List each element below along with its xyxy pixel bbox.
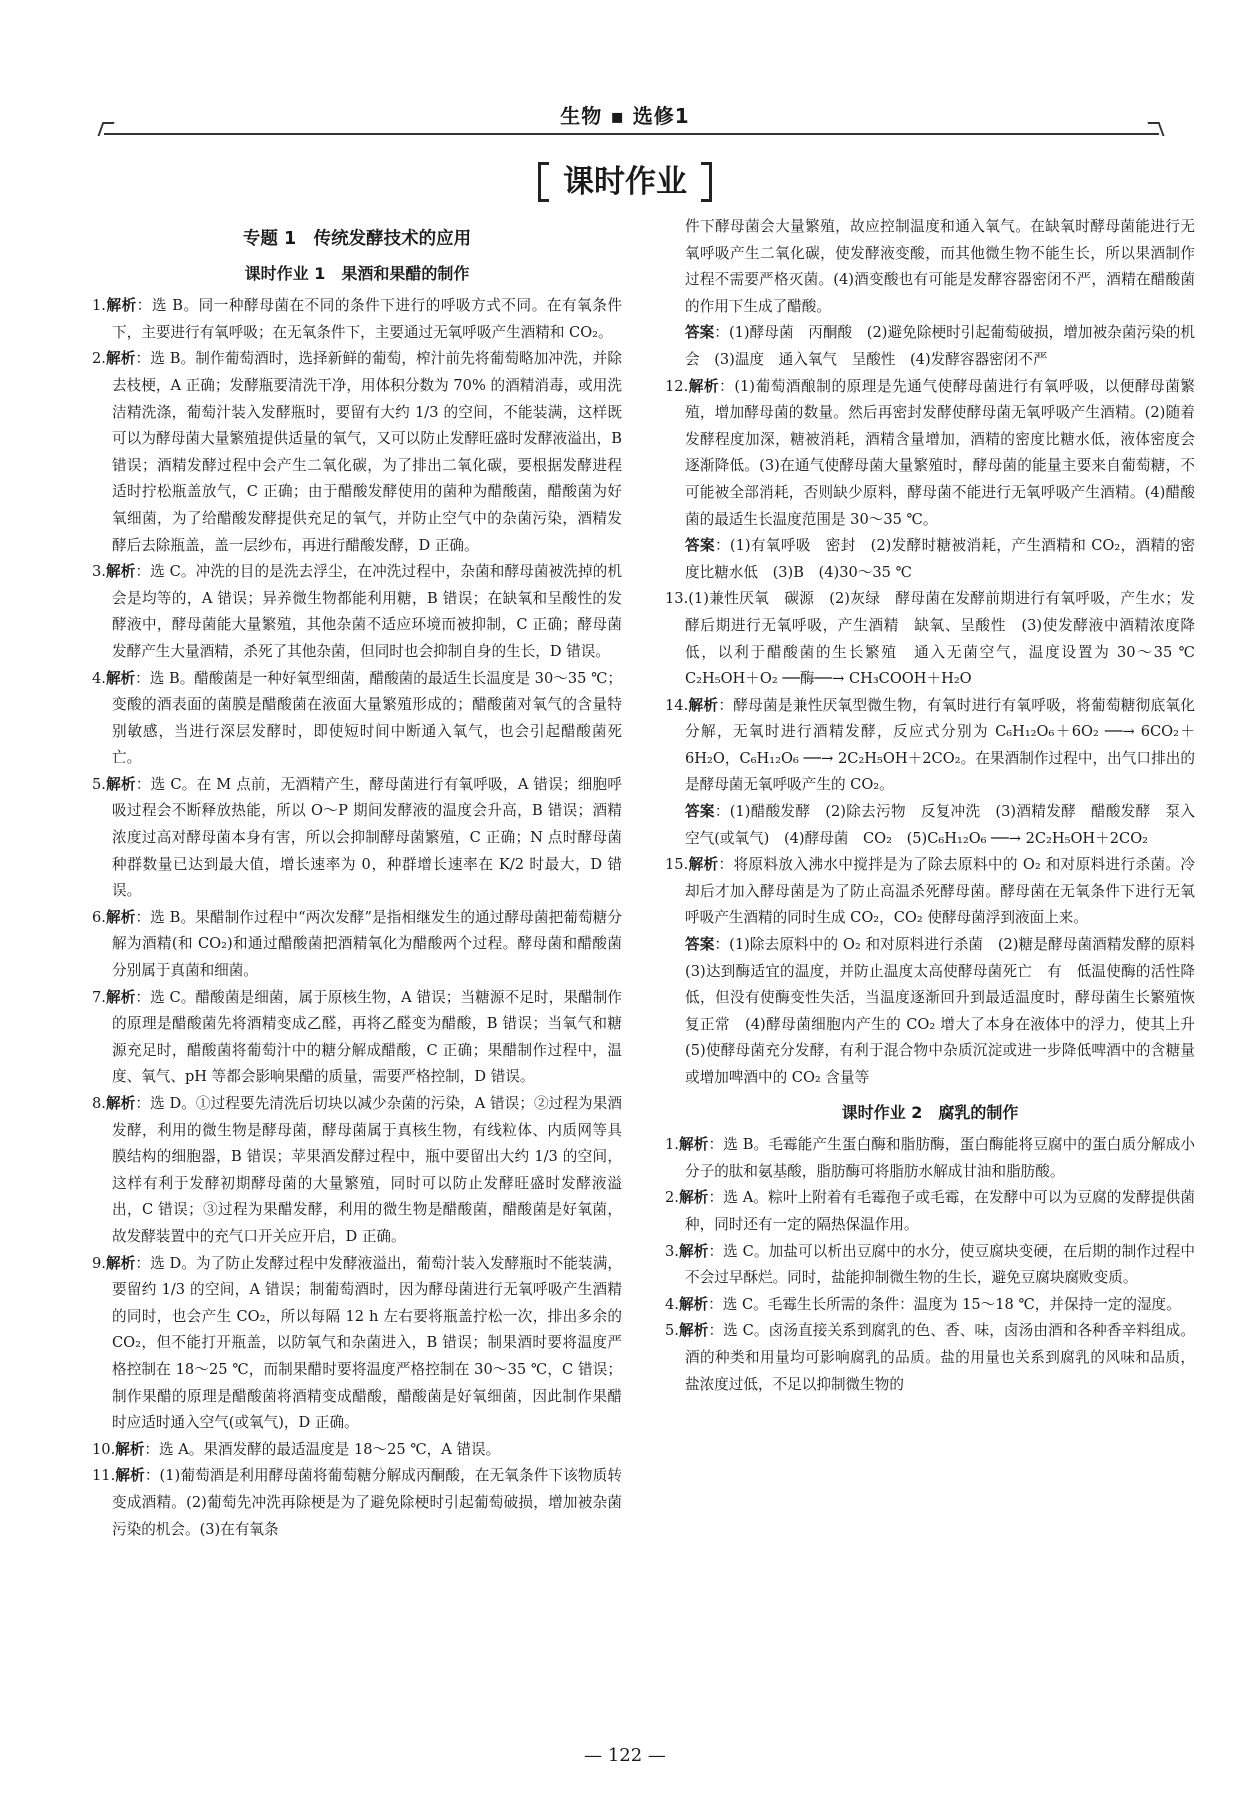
question-number: 4. bbox=[92, 669, 106, 687]
answer-label: 答案 bbox=[685, 803, 715, 821]
question-item bbox=[92, 905, 622, 985]
question-item bbox=[665, 1132, 1195, 1185]
question-item bbox=[665, 693, 1195, 799]
question-item bbox=[665, 1318, 1195, 1398]
analysis-label: 解析 bbox=[115, 1440, 145, 1458]
analysis-label: 解析 bbox=[105, 297, 137, 315]
analysis-label: 解析 bbox=[678, 1136, 709, 1154]
right-column bbox=[665, 214, 1210, 1398]
question-text: ：选 A。粽叶上附着有毛霉孢子或毛霉，在发酵中可以为豆腐的发酵提供菌种，同时还有一定的隔热保温作用。 bbox=[685, 1189, 1195, 1233]
question-item bbox=[665, 1239, 1195, 1292]
main-title-wrap bbox=[0, 162, 1250, 202]
question-text: ：(1)葡萄酒是利用酵母菌将葡萄糖分解成丙酮酸，在无氧条件下该物质转变成酒精。(2)葡萄先冲洗再除梗是为了避免除梗时引起葡萄破损，增加被杂菌污染的机会。(3)在有氧条 bbox=[112, 1467, 622, 1538]
question-text: ：选 C。卤汤直接关系到腐乳的色、香、味，卤汤由酒和各种香辛料组成。酒的种类和用量均可影响腐乳的品质。盐的用量也关系到腐乳的风味和品质，盐浓度过低，不足以抑制微生物的 bbox=[685, 1322, 1195, 1393]
question-item bbox=[92, 772, 622, 905]
analysis-label: 解析 bbox=[678, 1189, 709, 1207]
question-number: 6. bbox=[92, 908, 106, 926]
question-number: 13. bbox=[665, 590, 689, 608]
analysis-label: 解析 bbox=[105, 775, 136, 793]
analysis-label: 解析 bbox=[678, 1322, 709, 1340]
question-text: ：选 C。醋酸菌是细菌，属于原核生物，A 错误；当糖源不足时，果醋制作的原理是醋酸菌先将酒精变成乙醛，再将乙醛变为醋酸，B 错误；当氧气和糖源充足时，醋酸菌将葡萄汁中的糖分解成醋酸，C 正确；果醋制作过程中，温度、氧气、pH 等都会影响果醋的质量，需要严格控制，D 错误。 bbox=[112, 988, 622, 1086]
right-items-2 bbox=[665, 1132, 1195, 1398]
question-item bbox=[92, 293, 622, 346]
question-text: ：选 A。果酒发酵的最适温度是 18～25 ℃，A 错误。 bbox=[144, 1440, 501, 1458]
question-item bbox=[665, 852, 1195, 932]
question-number: 15. bbox=[665, 856, 689, 874]
answer-11 bbox=[665, 320, 1195, 373]
question-item bbox=[92, 1251, 622, 1437]
question-item bbox=[92, 346, 622, 559]
question-number: 14. bbox=[665, 696, 689, 714]
question-text: ：选 C。毛霉生长所需的条件：温度为 15～18 ℃，并保持一定的湿度。 bbox=[708, 1295, 1181, 1313]
header-title: 生物 ▪ 选修1 bbox=[560, 104, 690, 128]
question-text: ：选 D。为了防止发酵过程中发酵液溢出，葡萄汁装入发酵瓶时不能装满，要留约 1/3 的空间，A 错误；制葡萄酒时，因为酵母菌进行无氧呼吸产生酒精的同时，也会产生 CO₂，所以每隔 12 h 左右要将瓶盖拧松一次，排出多余的 CO₂，但不能打开瓶盖，以防氧气和杂菌进入，B 错误；制果酒时要将温度严格控制在 18～25 ℃，而制果醋时要将温度严格控制在 30～35 ℃，C 错误；制作果醋的原理是醋酸菌将酒精变成醋酸，醋酸菌是好氧细菌，因此制作果醋时应适时通入空气(或氧气)，D 正确。 bbox=[112, 1254, 622, 1432]
question-item bbox=[92, 1091, 622, 1251]
question-text: ：选 B。果醋制作过程中“两次发酵”是指相继发生的通过酵母菌把葡萄糖分解为酒精(和 CO₂)和通过醋酸菌把酒精氧化为醋酸两个过程。酵母菌和醋酸菌分别属于真菌和细菌。 bbox=[112, 908, 622, 980]
left-items bbox=[92, 293, 622, 1543]
analysis-label: 解析 bbox=[105, 563, 136, 581]
question-text: ：选 B。制作葡萄酒时，选择新鲜的葡萄，榨汁前先将葡萄略加冲洗，并除去枝梗，A 正确；发酵瓶要清洗干净，用体积分数为 70% 的酒精消毒，或用洗洁精洗涤，葡萄汁装入发酵瓶时，要留有大约 1/3 的空间，不能装满，这样既可以为酵母菌大量繁殖提供适量的氧气，又可以防止发酵旺盛时发酵液溢出，B 错误；酒精发酵过程中会产生二氧化碳，为了排出二氧化碳，要根据发酵进程适时拧松瓶盖放气，C 正确；由于醋酸发酵使用的菌种为醋酸菌，醋酸菌为好氧细菌，为了给醋酸发酵提供充足的氧气，并防止空气中的杂菌污染，酒精发酵后去除瓶盖，盖一层纱布，再进行醋酸发酵，D 正确。 bbox=[112, 350, 622, 554]
analysis-label: 解析 bbox=[688, 856, 719, 874]
question-text: ：选 C。在 M 点前，无酒精产生，酵母菌进行有氧呼吸，A 错误；细胞呼吸过程会不断释放热能，所以 O～P 期间发酵液的温度会升高，B 错误；酒精浓度过高对酵母菌本身有害，所以会抑制酵母菌繁殖，C 正确；N 点时酵母菌种群数量已达到最大值，增长速率为 0，种群增长速率在 K/2 时最大，D 错误。 bbox=[112, 775, 622, 900]
answer-block bbox=[665, 799, 1195, 852]
question-text: ：选 D。①过程要先清洗后切块以减少杂菌的污染，A 错误；②过程为果酒发酵，利用的微生物是酵母菌，酵母菌属于真核生物，有线粒体、内质网等具膜结构的细胞器，B 错误；苹果酒发酵过程中，瓶中要留出大约 1/3 的空间，这样有利于发酵初期酵母菌的大量繁殖，同时可以防止发酵旺盛时发酵液溢出，C 错误；③过程为果醋发酵，利用的微生物是醋酸菌，醋酸菌是好氧菌，故发酵装置中的充气口开关应开启，D 正确。 bbox=[112, 1095, 622, 1245]
question-number: 10. bbox=[92, 1440, 116, 1458]
header-rule bbox=[104, 133, 1159, 135]
question-number: 3. bbox=[665, 1242, 679, 1260]
lesson-title-2: 课时作业 2 腐乳的制作 bbox=[841, 1102, 1019, 1122]
answer-label: 答案 bbox=[685, 537, 715, 555]
analysis-label: 解析 bbox=[105, 908, 136, 926]
analysis-label: 解析 bbox=[105, 350, 136, 368]
question-number: 9. bbox=[92, 1254, 106, 1272]
question-number: 3. bbox=[92, 563, 106, 581]
question-item bbox=[665, 1292, 1195, 1319]
lesson-title-1: 课时作业 1 果酒和果醋的制作 bbox=[244, 263, 470, 283]
question-item bbox=[92, 1437, 622, 1464]
question-number: 1. bbox=[665, 1136, 679, 1154]
question-number: 8. bbox=[92, 1095, 106, 1112]
question-item bbox=[665, 586, 1210, 692]
question-item bbox=[92, 559, 622, 665]
answer-label: 答案 bbox=[685, 324, 715, 342]
analysis-label: 解析 bbox=[688, 377, 720, 395]
question-number: 2. bbox=[665, 1189, 679, 1207]
question-text: ：酵母菌是兼性厌氧型微生物，有氧时进行有氧呼吸，将葡萄糖彻底氧化分解，无氧时进行酒精发酵，反应式分别为 C₆H₁₂O₆＋6O₂ ──→ 6CO₂＋6H₂O，C₆H₁₂O₆ ──→ 2C₂H₅OH＋2CO₂。在果酒制作过程中，出气口排出的是酵母菌无氧呼吸产生的 CO₂。 bbox=[685, 696, 1195, 794]
question-number: 7. bbox=[92, 988, 106, 1006]
analysis-label: 解析 bbox=[105, 1095, 136, 1112]
question-text: (1)兼性厌氧 碳源 (2)灰绿 酵母菌在发酵前期进行有氧呼吸，产生水；发酵后期进行无氧呼吸，产生酒精 缺氧、呈酸性 (3)使发酵液中酒精浓度降低，以利于醋酸菌的生长繁殖 通入无菌空气，温度设置为 30～35 ℃ C₂H₅OH＋O₂ ──酶──→ CH₃COOH＋H₂O bbox=[685, 590, 1210, 688]
question-number: 4. bbox=[665, 1295, 679, 1313]
question-text: ：(1)葡萄酒酿制的原理是先通气使酵母菌进行有氧呼吸，以便酵母菌繁殖，增加酵母菌的数量。然后再密封发酵使酵母菌无氧呼吸产生酒精。(2)随着发酵程度加深，糖被消耗，酒精含量增加，酒精的密度比糖水低，液体密度会逐渐降低。(3)在通气使酵母菌大量繁殖时，酵母菌的能量主要来自葡萄糖，不可能被全部消耗，否则缺少原料，酵母菌不能进行无氧呼吸产生酒精。(4)醋酸菌的最适生长温度范围是 30～35 ℃。 bbox=[685, 377, 1195, 528]
analysis-label: 解析 bbox=[115, 1467, 145, 1485]
analysis-label: 解析 bbox=[678, 1295, 709, 1313]
question-number: 11. bbox=[92, 1467, 116, 1485]
answer-text: ：(1)醋酸发酵 (2)除去污物 反复冲洗 (3)酒精发酵 醋酸发酵 泵入空气(或氧气) (4)酵母菌 CO₂ (5)C₆H₁₂O₆ ──→ 2C₂H₅OH＋2CO₂ bbox=[685, 803, 1195, 847]
question-number: 12. bbox=[665, 377, 689, 395]
question-item bbox=[665, 1185, 1195, 1238]
page-number: — 122 — bbox=[584, 1745, 666, 1766]
answer-text: ：(1)酵母菌 丙酮酸 (2)避免除梗时引起葡萄破损，增加被杂菌污染的机会 (3)温度 通入氧气 呈酸性 (4)发酵容器密闭不严 bbox=[685, 324, 1195, 368]
analysis-label: 解析 bbox=[688, 696, 719, 714]
question-text: ：选 C。加盐可以析出豆腐中的水分，使豆腐块变硬，在后期的制作过程中不会过早酥烂。同时，盐能抑制微生物的生长，避免豆腐块腐败变质。 bbox=[685, 1242, 1195, 1287]
answer-label: 答案 bbox=[685, 936, 715, 954]
question-number: 5. bbox=[92, 775, 106, 793]
answer-text: ：(1)有氧呼吸 密封 (2)发酵时糖被消耗，产生酒精和 CO₂，酒精的密度比糖水低 (3)B (4)30～35 ℃ bbox=[685, 537, 1195, 581]
question-number: 1. bbox=[92, 297, 106, 315]
main-title: 课时作业 bbox=[538, 162, 712, 202]
right-items bbox=[665, 374, 1210, 1092]
question-item bbox=[665, 374, 1195, 534]
question-text: ：选 C。冲洗的目的是洗去浮尘，在冲洗过程中，杂菌和酵母菌被洗掉的机会是均等的，A 错误；异养微生物都能利用糖，B 错误；在缺氧和呈酸性的发酵液中，酵母菌能大量繁殖，其他杂菌不适应环境而被抑制，C 正确；酵母菌发酵产生大量酒精，杀死了其他杂菌，但同时也会抑制自身的生长，D 错误。 bbox=[112, 563, 622, 660]
question-item bbox=[92, 1463, 622, 1543]
analysis-label: 解析 bbox=[678, 1242, 709, 1260]
left-column bbox=[92, 222, 622, 1543]
question-item bbox=[92, 666, 622, 772]
question-text: ：选 B。同一种酵母菌在不同的条件下进行的呼吸方式不同。在有氧条件下，主要进行有氧呼吸；在无氧条件下，主要通过无氧呼吸产生酒精和 CO₂。 bbox=[112, 297, 622, 341]
answer-block bbox=[665, 533, 1195, 586]
question-text: ：将原料放入沸水中搅拌是为了除去原料中的 O₂ 和对原料进行杀菌。冷却后才加入酵母菌是为了防止高温杀死酵母菌。酵母菌在无氧条件下进行无氧呼吸产生酒精的同时生成 CO₂，CO₂ 使酵母菌浮到液面上来。 bbox=[685, 856, 1195, 927]
question-item bbox=[92, 985, 622, 1091]
topic-title: 专题 1 传统发酵技术的应用 bbox=[242, 229, 472, 249]
answer-block bbox=[665, 932, 1210, 1092]
question-text: ：选 B。毛霉能产生蛋白酶和脂肪酶，蛋白酶能将豆腐中的蛋白质分解成小分子的肽和氨基酸，脂肪酶可将脂肪水解成甘油和脂肪酸。 bbox=[685, 1136, 1195, 1180]
answer-11-continued: 件下酵母菌会大量繁殖，故应控制温度和通入氧气。在缺氧时酵母菌能进行无氧呼吸产生二氧化碳，使发酵液变酸，而其他微生物不能生长，所以果酒制作过程不需要严格灭菌。(4)酒变酸也有可能是发酵容器密闭不严，酒精在醋酸菌的作用下生成了醋酸。 bbox=[685, 218, 1195, 315]
analysis-label: 解析 bbox=[105, 1254, 136, 1272]
question-number: 5. bbox=[665, 1322, 679, 1340]
analysis-label: 解析 bbox=[105, 669, 136, 687]
answer-text: ：(1)除去原料中的 O₂ 和对原料进行杀菌 (2)糖是酵母菌酒精发酵的原料 (3)达到酶适宜的温度，并防止温度太高使酵母菌死亡 有 低温使酶的活性降低，但没有使酶变性失活，当温度逐渐回升到最适温度时，酵母菌生长繁殖恢复正常 (4)酵母菌细胞内产生的 CO₂ 增大了本身在液体中的浮力，使其上升 (5)使酵母菌充分发酵，有利于混合物中杂质沉淀或进一步降低啤酒中的含糖量或增加啤酒中的 CO₂ 含量等 bbox=[685, 936, 1210, 1086]
analysis-label: 解析 bbox=[105, 988, 136, 1006]
question-text: ：选 B。醋酸菌是一种好氧型细菌，醋酸菌的最适生长温度是 30～35 ℃；变酸的酒表面的菌膜是醋酸菌在液面大量繁殖形成的；醋酸菌对氧气的含量特别敏感，当进行深层发酵时，即使短时间中断通入氧气，也会引起醋酸菌死亡。 bbox=[112, 669, 622, 767]
question-number: 2. bbox=[92, 350, 106, 368]
